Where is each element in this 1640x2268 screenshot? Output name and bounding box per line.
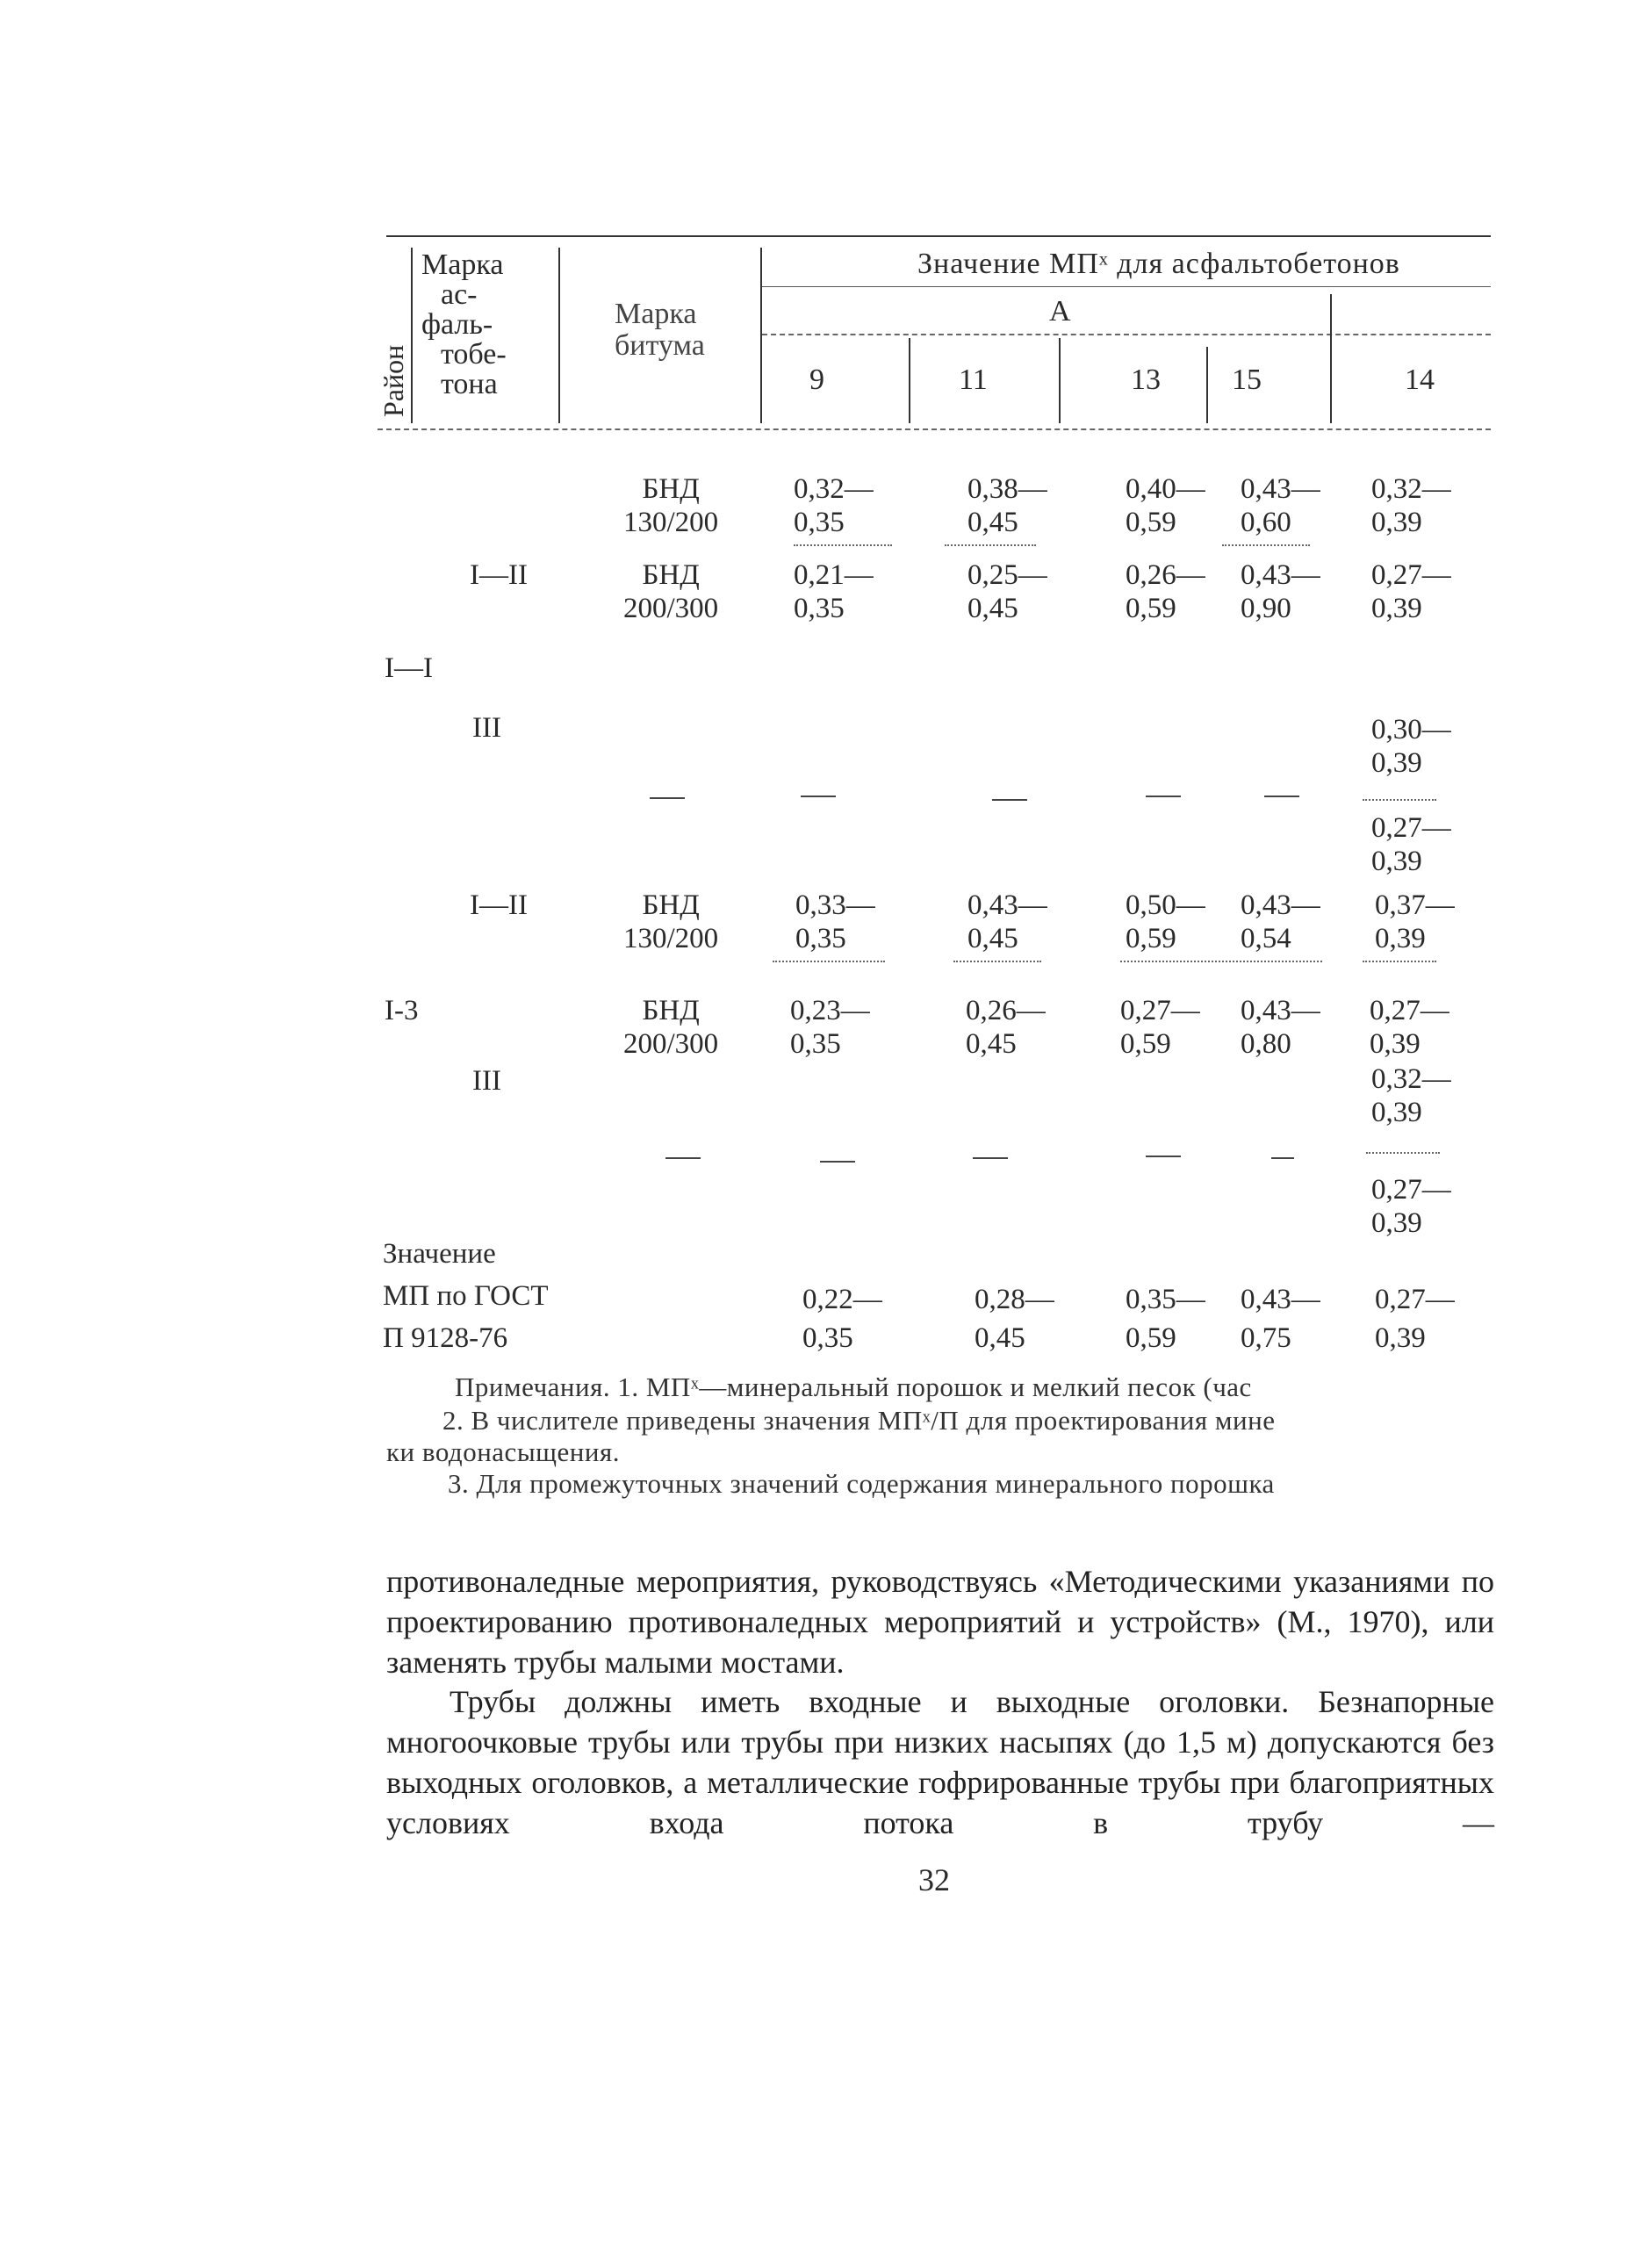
table-cell: 0,27— 0,39 <box>1370 995 1449 1060</box>
empty-dash <box>820 1161 855 1163</box>
table-cell: 0,43— 0,45 <box>967 889 1047 954</box>
empty-dash <box>650 797 685 799</box>
bitumen-row-5: БНД 130/200 <box>623 889 719 954</box>
table-cell: 0,26— 0,59 <box>1126 559 1205 624</box>
table-note-3: ки водонасыщения. <box>386 1436 620 1467</box>
table-cell: 0,32— 0,39 <box>1371 1063 1451 1128</box>
table-cell: 0,43— 0,54 <box>1241 889 1320 954</box>
header-asphalt-grade: Марка ас- фаль- тобе- тона <box>421 248 507 400</box>
table-cell: 0,32— 0,39 <box>1371 473 1451 538</box>
header-divider-5 <box>1059 338 1061 423</box>
table-cell: 0,21— 0,35 <box>794 559 874 624</box>
table-cell: 0,43— 0,75 <box>1241 1284 1320 1354</box>
empty-dash <box>665 1157 701 1159</box>
table-cell: 0,40— 0,59 <box>1126 473 1205 538</box>
header-group-a: А <box>1049 295 1071 328</box>
table-cell: 0,23— 0,35 <box>790 995 870 1060</box>
empty-dash <box>1271 1157 1294 1159</box>
empty-dash <box>1146 1156 1181 1157</box>
row-separator <box>953 961 1041 962</box>
header-divider-1 <box>411 248 413 423</box>
header-bottom-rule <box>378 428 1491 430</box>
table-cell: 0,43— 0,90 <box>1241 559 1320 624</box>
row-separator <box>1222 544 1310 546</box>
table-note-4: 3. Для промежуточных значений содержания минерального порошка <box>448 1468 1275 1499</box>
header-col-9: 9 <box>809 364 824 396</box>
grade-label-2-1: I—II <box>470 889 528 921</box>
row-separator <box>1366 1152 1440 1154</box>
header-values-title: Значение МПˣ для асфальтобетонов <box>917 248 1400 280</box>
header-col-15: 15 <box>1232 364 1262 396</box>
row-separator <box>1363 961 1436 962</box>
header-divider-2 <box>558 248 560 423</box>
table-cell: 0,32— 0,35 <box>794 473 874 538</box>
empty-dash <box>1146 796 1181 797</box>
table-cell: 0,25— 0,45 <box>967 559 1047 624</box>
table-cell: 0,26— 0,45 <box>966 995 1046 1060</box>
grade-label-1-1: I—II <box>470 559 528 591</box>
body-paragraph-1: противоналедные мероприятия, руководствуясь «Методическими указаниями по проектированию противоналедных мероприятий и устройств» (М., 1970), или заменять трубы малыми мостами. <box>386 1564 1494 1680</box>
header-divider-7 <box>1330 294 1332 423</box>
table-cell: 0,27— 0,59 <box>1120 995 1200 1060</box>
region-label-2: I-3 <box>385 995 419 1026</box>
grade-label-2-2: III <box>472 1065 501 1097</box>
table-cell: 0,28— 0,45 <box>975 1284 1054 1354</box>
header-col-14: 14 <box>1405 364 1435 396</box>
header-divider-3 <box>760 248 762 423</box>
header-region: Район <box>378 344 409 417</box>
body-paragraph-2: Трубы должны иметь входные и выходные оголовки. Безнапорные многоочковые трубы или трубы при низких насыпях (до 1,5 м) допускаются без выходных оголовков, а металлические гофрированные трубы при благоприятных условиях входа потока в трубу — <box>386 1684 1494 1840</box>
header-bitumen-grade: Марка битума <box>615 298 705 362</box>
table-cell: 0,27— 0,39 <box>1375 1284 1455 1354</box>
row-separator <box>794 544 892 546</box>
empty-dash <box>1264 796 1299 797</box>
gost-row-label: Значение МП по ГОСТ П 9128-76 <box>383 1238 549 1354</box>
row-separator <box>773 961 885 962</box>
table-cell: 0,27— 0,39 <box>1371 559 1451 624</box>
header-col-11: 11 <box>959 364 988 396</box>
grade-label-1-2: III <box>472 712 501 744</box>
table-cell: 0,50— 0,59 <box>1126 889 1205 954</box>
table-cell: 0,43— 0,60 <box>1241 473 1320 538</box>
table-cell: 0,27— 0,39 <box>1371 1174 1451 1239</box>
table-cell: 0,43— 0,80 <box>1241 995 1320 1060</box>
header-rule-values <box>762 286 1491 287</box>
header-col-13: 13 <box>1131 364 1161 396</box>
table-cell: 0,35— 0,59 <box>1126 1284 1205 1354</box>
empty-dash <box>973 1157 1008 1159</box>
bitumen-row-6: БНД 200/300 <box>623 995 719 1060</box>
row-separator <box>1120 961 1322 962</box>
table-cell: 0,37— 0,39 <box>1375 889 1455 954</box>
region-label-1: I—I <box>385 652 433 684</box>
table-cell: 0,22— 0,35 <box>802 1284 882 1354</box>
table-note-2: 2. В числителе приведены значения МПˣ/П для проектирования мине <box>442 1405 1276 1436</box>
table-cell: 0,30— 0,39 <box>1371 714 1451 779</box>
bitumen-row-1: БНД 130/200 <box>623 473 719 538</box>
row-separator <box>1363 799 1436 801</box>
page-number: 32 <box>918 1862 950 1897</box>
table-top-rule <box>386 235 1491 237</box>
table-cell: 0,33— 0,35 <box>795 889 875 954</box>
bitumen-row-2: БНД 200/300 <box>623 559 719 624</box>
table-note-1: Примечания. 1. МПˣ—минеральный порошок и мелкий песок (час <box>455 1372 1252 1402</box>
empty-dash <box>992 799 1027 801</box>
row-separator <box>945 544 1036 546</box>
header-divider-4 <box>909 338 910 423</box>
header-divider-6 <box>1206 347 1208 423</box>
empty-dash <box>801 796 836 797</box>
table-cell: 0,27— 0,39 <box>1371 812 1451 877</box>
table-cell: 0,38— 0,45 <box>967 473 1047 538</box>
header-rule-group-a <box>762 334 1491 335</box>
